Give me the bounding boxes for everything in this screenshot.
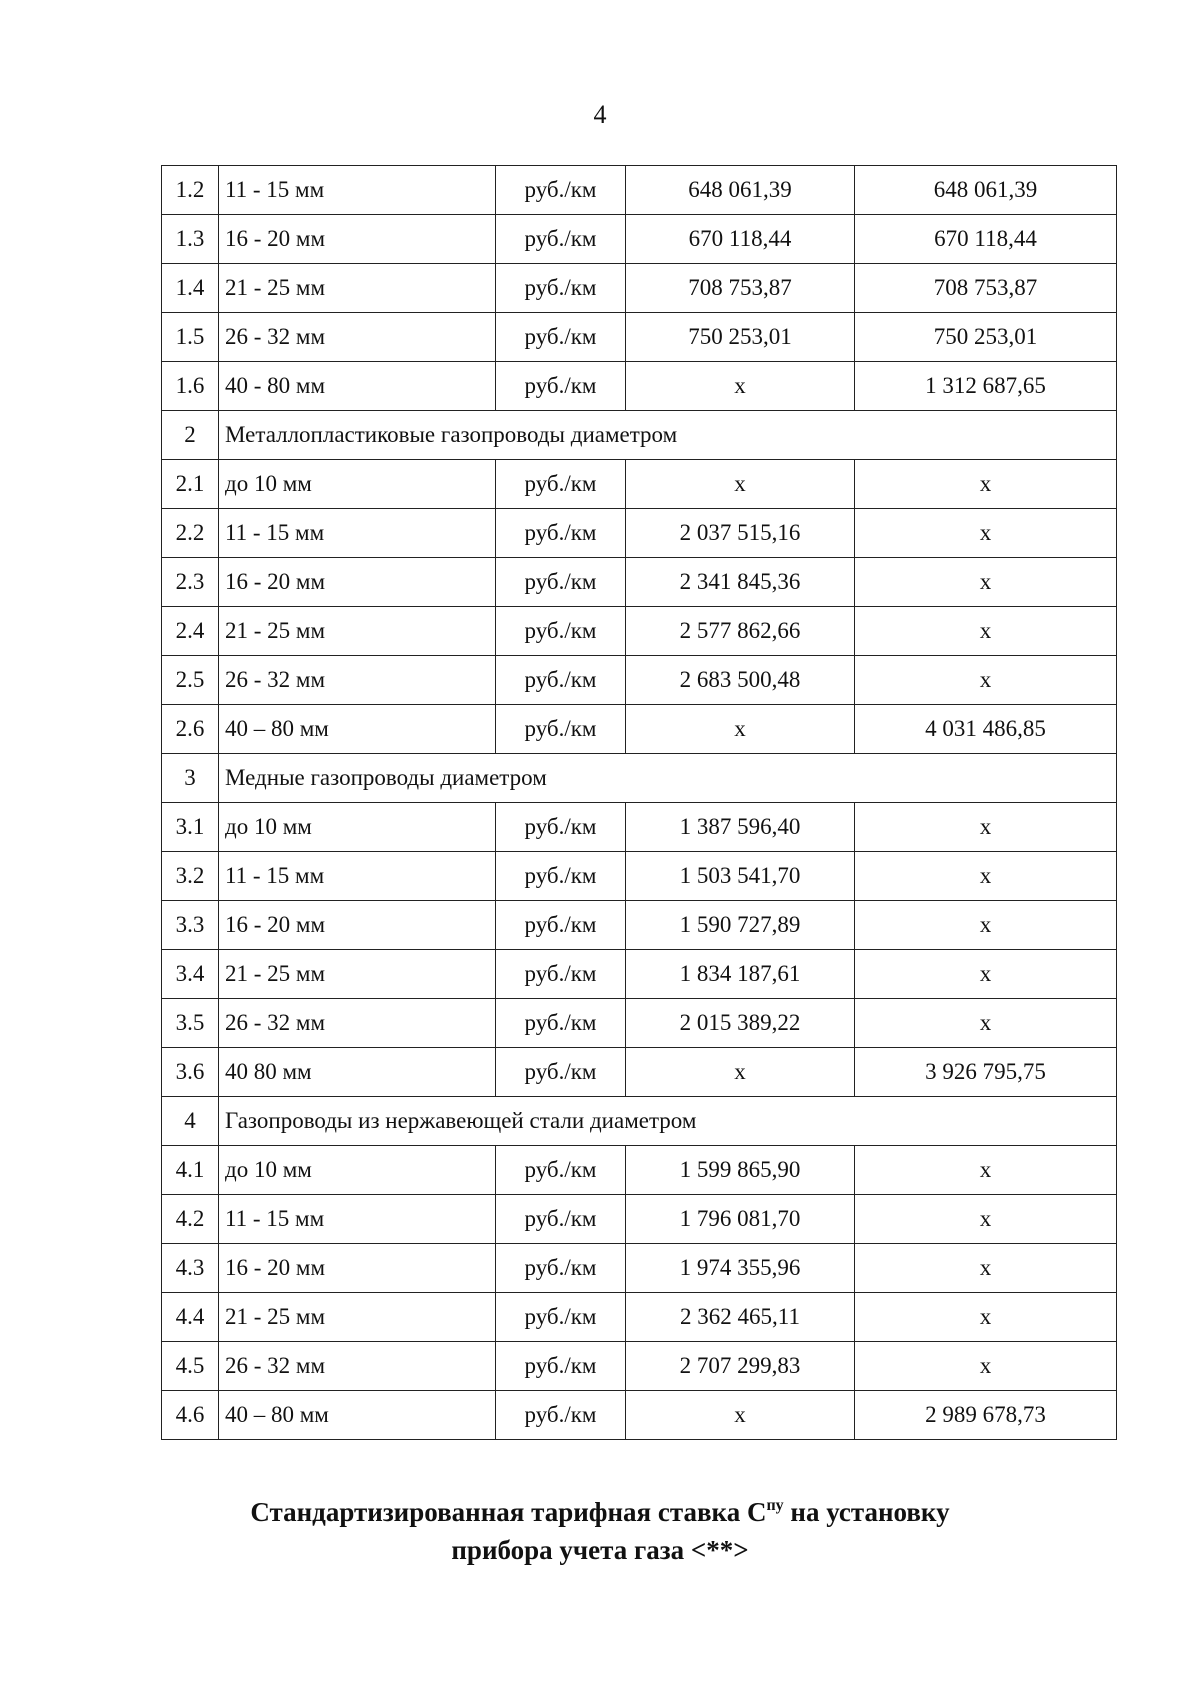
- diameter-range: 21 - 25 мм: [219, 607, 496, 656]
- table-row: [162, 901, 1117, 950]
- unit-cell: руб./км: [496, 1146, 626, 1195]
- diameter-range: 16 - 20 мм: [219, 215, 496, 264]
- rate-value-1: х: [626, 460, 855, 509]
- rate-value-2: х: [855, 1342, 1117, 1391]
- table-row: [162, 1342, 1117, 1391]
- heading-superscript: пу: [766, 1497, 784, 1514]
- rate-value-1: х: [626, 1391, 855, 1440]
- rate-value-1: 1 796 081,70: [626, 1195, 855, 1244]
- rate-value-2: 648 061,39: [855, 166, 1117, 215]
- rate-value-2: х: [855, 999, 1117, 1048]
- rate-value-2: 1 312 687,65: [855, 362, 1117, 411]
- table-row: [162, 1195, 1117, 1244]
- section-row: [162, 1097, 1117, 1146]
- row-number: 3.2: [162, 852, 219, 901]
- rate-value-1: х: [626, 705, 855, 754]
- unit-cell: руб./км: [496, 852, 626, 901]
- rate-value-1: 2 341 845,36: [626, 558, 855, 607]
- rate-value-2: х: [855, 460, 1117, 509]
- unit-cell: руб./км: [496, 803, 626, 852]
- row-number: 1.2: [162, 166, 219, 215]
- rate-value-1: 2 683 500,48: [626, 656, 855, 705]
- table-row: [162, 705, 1117, 754]
- diameter-range: 11 - 15 мм: [219, 509, 496, 558]
- rate-value-1: 1 590 727,89: [626, 901, 855, 950]
- diameter-range: до 10 мм: [219, 460, 496, 509]
- diameter-range: до 10 мм: [219, 1146, 496, 1195]
- rate-value-1: 2 577 862,66: [626, 607, 855, 656]
- rate-value-2: х: [855, 803, 1117, 852]
- row-number: 1.6: [162, 362, 219, 411]
- row-number: 3.1: [162, 803, 219, 852]
- row-number: 2.4: [162, 607, 219, 656]
- table-row: [162, 460, 1117, 509]
- diameter-range: до 10 мм: [219, 803, 496, 852]
- diameter-range: 21 - 25 мм: [219, 1293, 496, 1342]
- row-number: 3.5: [162, 999, 219, 1048]
- rate-value-1: х: [626, 1048, 855, 1097]
- diameter-range: 26 - 32 мм: [219, 656, 496, 705]
- unit-cell: руб./км: [496, 1195, 626, 1244]
- row-number: 2.3: [162, 558, 219, 607]
- rate-value-2: х: [855, 901, 1117, 950]
- diameter-range: 26 - 32 мм: [219, 999, 496, 1048]
- heading-line2: прибора учета газа <**>: [451, 1535, 749, 1565]
- row-number: 3.3: [162, 901, 219, 950]
- unit-cell: руб./км: [496, 509, 626, 558]
- tariff-table: [161, 165, 1117, 1440]
- rate-value-1: 2 015 389,22: [626, 999, 855, 1048]
- row-number: 3.4: [162, 950, 219, 999]
- unit-cell: руб./км: [496, 901, 626, 950]
- table-row: [162, 1391, 1117, 1440]
- table-row: [162, 264, 1117, 313]
- table-row: [162, 215, 1117, 264]
- diameter-range: 16 - 20 мм: [219, 1244, 496, 1293]
- rate-value-2: х: [855, 950, 1117, 999]
- rate-value-2: 3 926 795,75: [855, 1048, 1117, 1097]
- rate-value-1: 1 974 355,96: [626, 1244, 855, 1293]
- diameter-range: 40 – 80 мм: [219, 705, 496, 754]
- table-row: [162, 607, 1117, 656]
- unit-cell: руб./км: [496, 313, 626, 362]
- table-row: [162, 1146, 1117, 1195]
- unit-cell: руб./км: [496, 999, 626, 1048]
- table-row: [162, 1048, 1117, 1097]
- row-number: 4.3: [162, 1244, 219, 1293]
- table-row: [162, 558, 1117, 607]
- diameter-range: 16 - 20 мм: [219, 901, 496, 950]
- row-number: 4.2: [162, 1195, 219, 1244]
- rate-value-1: х: [626, 362, 855, 411]
- rate-value-2: х: [855, 509, 1117, 558]
- row-number: 2.5: [162, 656, 219, 705]
- diameter-range: 11 - 15 мм: [219, 852, 496, 901]
- unit-cell: руб./км: [496, 460, 626, 509]
- unit-cell: руб./км: [496, 1342, 626, 1391]
- section-number: 4: [162, 1097, 219, 1146]
- unit-cell: руб./км: [496, 558, 626, 607]
- rate-value-2: х: [855, 607, 1117, 656]
- rate-value-1: 708 753,87: [626, 264, 855, 313]
- section-row: [162, 754, 1117, 803]
- table-row: [162, 852, 1117, 901]
- diameter-range: 26 - 32 мм: [219, 1342, 496, 1391]
- table-row: [162, 1244, 1117, 1293]
- section-row: [162, 411, 1117, 460]
- diameter-range: 16 - 20 мм: [219, 558, 496, 607]
- heading-line1-suffix: на установку: [783, 1497, 950, 1527]
- rate-value-2: 2 989 678,73: [855, 1391, 1117, 1440]
- diameter-range: 40 80 мм: [219, 1048, 496, 1097]
- diameter-range: 11 - 15 мм: [219, 1195, 496, 1244]
- unit-cell: руб./км: [496, 215, 626, 264]
- section-heading: [0, 1493, 1200, 1569]
- rate-value-1: 1 834 187,61: [626, 950, 855, 999]
- rate-value-2: х: [855, 558, 1117, 607]
- unit-cell: руб./км: [496, 1293, 626, 1342]
- rate-value-2: 670 118,44: [855, 215, 1117, 264]
- unit-cell: руб./км: [496, 656, 626, 705]
- table-row: [162, 950, 1117, 999]
- unit-cell: руб./км: [496, 166, 626, 215]
- rate-value-2: х: [855, 656, 1117, 705]
- unit-cell: руб./км: [496, 607, 626, 656]
- rate-value-1: 1 387 596,40: [626, 803, 855, 852]
- row-number: 2.2: [162, 509, 219, 558]
- heading-line1-prefix: Стандартизированная тарифная ставка С: [250, 1497, 767, 1527]
- unit-cell: руб./км: [496, 1391, 626, 1440]
- row-number: 2.1: [162, 460, 219, 509]
- row-number: 3.6: [162, 1048, 219, 1097]
- rate-value-1: 2 707 299,83: [626, 1342, 855, 1391]
- rate-value-1: 1 503 541,70: [626, 852, 855, 901]
- unit-cell: руб./км: [496, 362, 626, 411]
- table-row: [162, 999, 1117, 1048]
- unit-cell: руб./км: [496, 1244, 626, 1293]
- table-row: [162, 509, 1117, 558]
- diameter-range: 40 - 80 мм: [219, 362, 496, 411]
- rate-value-2: 708 753,87: [855, 264, 1117, 313]
- table-row: [162, 362, 1117, 411]
- row-number: 1.3: [162, 215, 219, 264]
- diameter-range: 21 - 25 мм: [219, 950, 496, 999]
- rate-value-2: х: [855, 1244, 1117, 1293]
- table-row: [162, 803, 1117, 852]
- rate-value-2: 750 253,01: [855, 313, 1117, 362]
- row-number: 1.5: [162, 313, 219, 362]
- rate-value-1: 750 253,01: [626, 313, 855, 362]
- section-title: Металлопластиковые газопроводы диаметром: [219, 411, 1117, 460]
- section-number: 2: [162, 411, 219, 460]
- section-title: Медные газопроводы диаметром: [219, 754, 1117, 803]
- rate-value-1: 670 118,44: [626, 215, 855, 264]
- row-number: 2.6: [162, 705, 219, 754]
- table-row: [162, 166, 1117, 215]
- rate-value-2: х: [855, 1293, 1117, 1342]
- table-row: [162, 1293, 1117, 1342]
- section-number: 3: [162, 754, 219, 803]
- row-number: 4.1: [162, 1146, 219, 1195]
- rate-value-1: 1 599 865,90: [626, 1146, 855, 1195]
- tariff-table-body: [162, 166, 1117, 1440]
- rate-value-2: х: [855, 1146, 1117, 1195]
- rate-value-1: 648 061,39: [626, 166, 855, 215]
- diameter-range: 26 - 32 мм: [219, 313, 496, 362]
- page-number: 4: [593, 100, 607, 129]
- row-number: 1.4: [162, 264, 219, 313]
- table-row: [162, 656, 1117, 705]
- rate-value-2: х: [855, 852, 1117, 901]
- table-row: [162, 313, 1117, 362]
- unit-cell: руб./км: [496, 264, 626, 313]
- section-title: Газопроводы из нержавеющей стали диаметром: [219, 1097, 1117, 1146]
- row-number: 4.5: [162, 1342, 219, 1391]
- rate-value-1: 2 362 465,11: [626, 1293, 855, 1342]
- diameter-range: 11 - 15 мм: [219, 166, 496, 215]
- diameter-range: 40 – 80 мм: [219, 1391, 496, 1440]
- unit-cell: руб./км: [496, 705, 626, 754]
- rate-value-2: х: [855, 1195, 1117, 1244]
- row-number: 4.4: [162, 1293, 219, 1342]
- rate-value-1: 2 037 515,16: [626, 509, 855, 558]
- unit-cell: руб./км: [496, 950, 626, 999]
- rate-value-2: 4 031 486,85: [855, 705, 1117, 754]
- unit-cell: руб./км: [496, 1048, 626, 1097]
- diameter-range: 21 - 25 мм: [219, 264, 496, 313]
- row-number: 4.6: [162, 1391, 219, 1440]
